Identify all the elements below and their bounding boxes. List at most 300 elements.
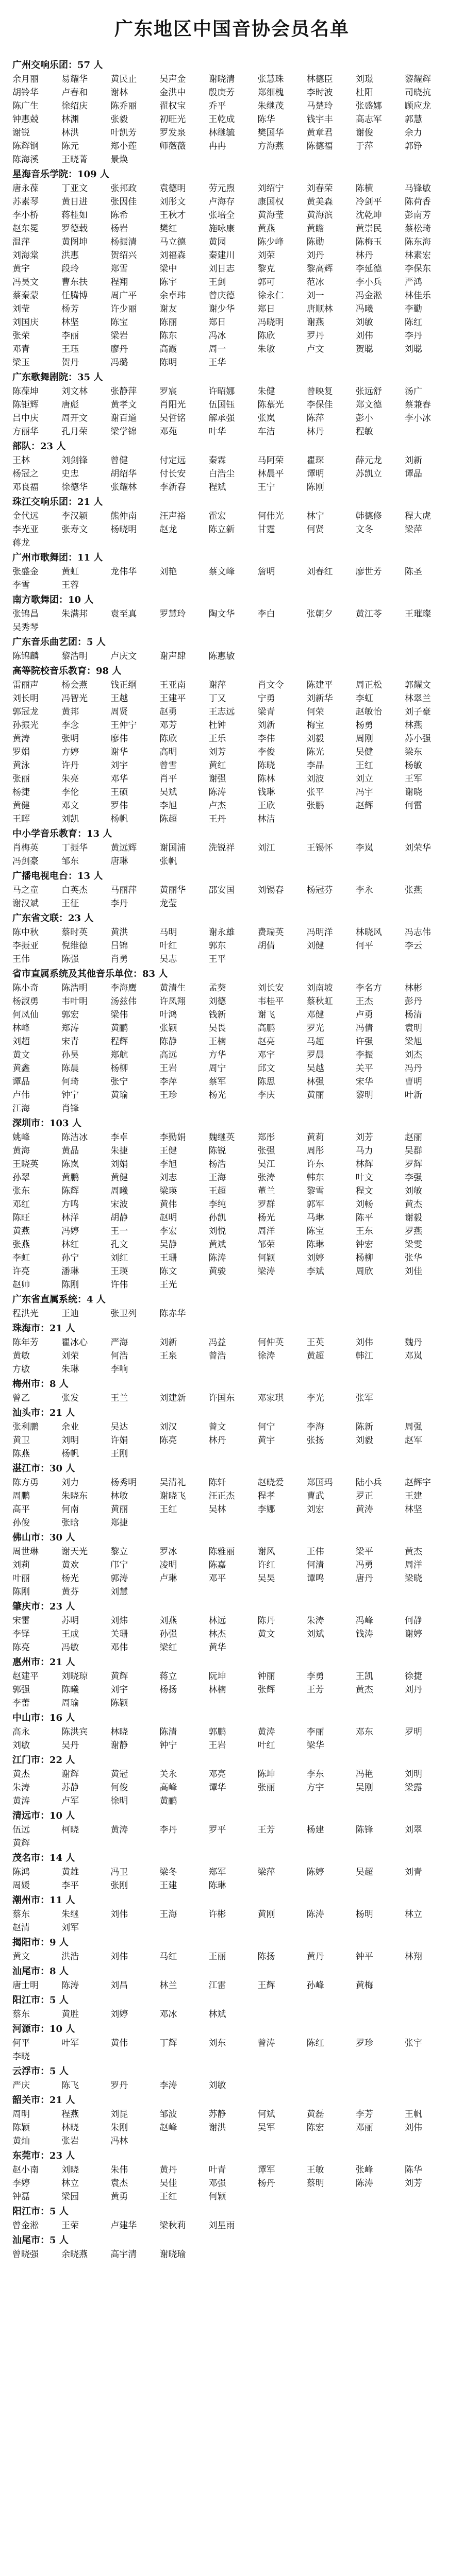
member-name: 刘波 bbox=[306, 774, 324, 784]
section-header: 广州交响乐团：57 人 bbox=[12, 60, 103, 71]
member-name: 黄涛 bbox=[257, 1727, 275, 1737]
member-name: 吴志 bbox=[159, 954, 177, 964]
member-name: 黄丽 bbox=[306, 1090, 324, 1100]
member-name: 刘佳 bbox=[404, 1266, 422, 1277]
member-name: 郑日 bbox=[208, 317, 226, 328]
member-name: 黄文 bbox=[12, 1050, 30, 1060]
member-name: 朱满邦 bbox=[61, 609, 88, 619]
section-header: 韶关市：21 人 bbox=[12, 2095, 75, 2106]
member-name: 周瑜 bbox=[61, 1698, 79, 1708]
member-name: 谢洪 bbox=[208, 2123, 226, 2133]
member-name: 刘超 bbox=[12, 1037, 30, 1047]
member-name: 黎克 bbox=[257, 264, 275, 274]
member-name: 陈婷 bbox=[306, 1867, 324, 1877]
member-name: 刘新 bbox=[257, 720, 275, 731]
member-name: 刘毅 bbox=[355, 1435, 373, 1446]
member-name: 王兰 bbox=[110, 1393, 128, 1403]
member-name: 林素宏 bbox=[404, 250, 431, 261]
member-name: 梁瑛 bbox=[159, 1186, 177, 1196]
member-name: 陈刚 bbox=[12, 1587, 30, 1597]
member-name: 梁华 bbox=[306, 1740, 324, 1751]
member-name: 赵建平 bbox=[12, 1671, 39, 1682]
member-name: 林强 bbox=[306, 1077, 324, 1087]
member-name: 谢萍 bbox=[208, 680, 226, 690]
member-name: 何雷 bbox=[404, 801, 422, 811]
member-name: 李新春 bbox=[159, 482, 186, 493]
member-name: 冯勇 bbox=[355, 1560, 373, 1570]
member-name: 陈小奇 bbox=[12, 983, 39, 993]
member-section bbox=[12, 1809, 452, 1850]
member-name: 罗丹 bbox=[306, 331, 324, 341]
member-name: 卢勇 bbox=[355, 1010, 373, 1020]
member-name: 徐绍庆 bbox=[61, 101, 88, 111]
member-name: 李旭 bbox=[159, 1159, 177, 1170]
member-name: 初旺光 bbox=[159, 114, 186, 125]
member-names-grid bbox=[12, 2248, 452, 2261]
member-name: 李丽 bbox=[61, 331, 79, 341]
member-name: 黄梅 bbox=[355, 1980, 373, 1991]
member-name: 陈燕 bbox=[12, 1449, 30, 1459]
member-name: 余业 bbox=[61, 1422, 79, 1432]
member-name: 钱琳 bbox=[257, 787, 275, 798]
member-name: 谢锐 bbox=[12, 128, 30, 138]
member-name: 肖文令 bbox=[257, 680, 284, 690]
member-name: 刘敏 bbox=[355, 317, 373, 328]
member-name: 周鹏 bbox=[12, 1491, 30, 1501]
member-name: 王亚南 bbox=[159, 680, 186, 690]
member-name: 刘敏 bbox=[208, 2080, 226, 2091]
member-name: 林洁 bbox=[257, 814, 275, 824]
member-name: 贺绍兴 bbox=[110, 250, 137, 261]
member-name: 关永 bbox=[159, 1769, 177, 1780]
member-name: 罗明 bbox=[404, 1727, 422, 1737]
member-name: 郭强 bbox=[12, 1685, 30, 1695]
member-name: 许凤翔 bbox=[159, 996, 186, 1007]
member-name: 方丽华 bbox=[12, 427, 39, 437]
member-name: 刘芳 bbox=[355, 1132, 373, 1143]
member-name: 叶青 bbox=[208, 2165, 226, 2175]
member-name: 张扬 bbox=[306, 1435, 324, 1446]
member-name: 龙伟华 bbox=[110, 567, 137, 577]
member-name: 顾应龙 bbox=[404, 101, 431, 111]
member-name: 王海 bbox=[208, 1173, 226, 1183]
member-name: 陈德福 bbox=[306, 141, 333, 151]
section-header: 广东歌舞剧院：35 人 bbox=[12, 372, 103, 383]
member-name: 卢海存 bbox=[208, 197, 235, 207]
member-name: 王宁 bbox=[257, 482, 275, 493]
member-names-grid bbox=[12, 1392, 452, 1405]
member-name: 黄孝文 bbox=[110, 400, 137, 410]
member-name: 赵辉宇 bbox=[404, 1478, 431, 1488]
member-names-grid bbox=[12, 841, 452, 868]
member-name: 姚峰 bbox=[12, 1132, 30, 1143]
member-name: 韦桂平 bbox=[257, 996, 284, 1007]
member-name: 黄清生 bbox=[159, 983, 186, 993]
member-name: 黄雄 bbox=[61, 1867, 79, 1877]
member-name: 程斌 bbox=[208, 482, 226, 493]
member-name: 梁红 bbox=[159, 1642, 177, 1653]
member-name: 刘炜 bbox=[110, 1616, 128, 1626]
member-name: 何静 bbox=[404, 1616, 422, 1626]
member-name: 陈雅丽 bbox=[208, 1547, 235, 1557]
member-name: 陈浩明 bbox=[61, 983, 88, 993]
member-name: 罗娟 bbox=[12, 747, 30, 757]
member-name: 钱涛 bbox=[355, 1629, 373, 1639]
member-name: 杨帆 bbox=[110, 814, 128, 824]
member-name: 金洪中 bbox=[159, 88, 186, 98]
member-name: 李伟 bbox=[257, 734, 275, 744]
member-name: 邓芳 bbox=[159, 720, 177, 731]
section-header: 中小学音乐教育：13 人 bbox=[12, 828, 112, 839]
member-section bbox=[12, 167, 452, 369]
member-name: 王仲宁 bbox=[110, 720, 137, 731]
member-name: 方宇 bbox=[306, 1783, 324, 1793]
member-name: 车洁 bbox=[257, 427, 275, 437]
member-name: 杨冠芬 bbox=[306, 885, 333, 895]
section-header: 深圳市：103 人 bbox=[12, 1118, 81, 1129]
member-name: 黄鹂 bbox=[110, 1023, 128, 1033]
section-header: 梅州市：8 人 bbox=[12, 1379, 69, 1389]
member-name: 张远舒 bbox=[355, 386, 382, 397]
member-name: 周广平 bbox=[110, 291, 137, 301]
member-name: 张邦政 bbox=[110, 183, 137, 194]
member-name: 林坚 bbox=[61, 317, 79, 328]
member-name: 余卓玮 bbox=[159, 291, 186, 301]
member-name: 罗伟 bbox=[110, 801, 128, 811]
member-name: 许丹 bbox=[61, 760, 79, 771]
member-name: 陈华 bbox=[257, 114, 275, 125]
section-header: 部队：23 人 bbox=[12, 441, 66, 452]
member-name: 刘娟 bbox=[110, 1159, 128, 1170]
member-name: 陈荷香 bbox=[404, 197, 431, 207]
member-names-grid bbox=[12, 981, 452, 1115]
member-name: 孙峰 bbox=[306, 1980, 324, 1991]
member-name: 李小兵 bbox=[355, 277, 382, 287]
member-name: 蔡秋虹 bbox=[306, 996, 333, 1007]
member-name: 刘莹 bbox=[12, 304, 30, 314]
member-name: 黄鹏 bbox=[61, 1173, 79, 1183]
member-name: 陈欣 bbox=[257, 331, 275, 341]
member-name: 赵晓爱 bbox=[257, 1478, 284, 1488]
member-name: 张强 bbox=[257, 1146, 275, 1156]
member-name: 谢百道 bbox=[110, 413, 137, 423]
member-name: 余力 bbox=[404, 128, 422, 138]
member-name: 谭军 bbox=[257, 2165, 275, 2175]
member-name: 林佳乐 bbox=[404, 291, 431, 301]
member-name: 孙振光 bbox=[12, 720, 39, 731]
member-name: 张宇 bbox=[404, 2038, 422, 2048]
member-name: 吴江 bbox=[257, 1159, 275, 1170]
member-name: 罗发泉 bbox=[159, 128, 186, 138]
member-name: 杨捷 bbox=[12, 787, 30, 798]
member-name: 王辉 bbox=[257, 1980, 275, 1991]
member-name: 李东 bbox=[306, 1769, 324, 1780]
member-name: 陈乔丽 bbox=[110, 101, 137, 111]
member-name: 周世琳 bbox=[12, 1547, 39, 1557]
member-name: 冯金淞 bbox=[355, 291, 382, 301]
member-names-grid bbox=[12, 1768, 452, 1808]
member-name: 叶新 bbox=[404, 1090, 422, 1100]
member-name: 陈少峰 bbox=[257, 237, 284, 247]
member-names-grid bbox=[12, 1131, 452, 1292]
member-name: 张慧珠 bbox=[257, 74, 284, 84]
member-name: 陈锐 bbox=[208, 1146, 226, 1156]
member-name: 王伟 bbox=[12, 954, 30, 964]
member-name: 刘福森 bbox=[159, 250, 186, 261]
member-name: 赵军 bbox=[404, 1435, 422, 1446]
member-name: 李汉颖 bbox=[61, 511, 88, 521]
member-name: 李芳 bbox=[355, 2109, 373, 2120]
member-name: 朱健 bbox=[257, 386, 275, 397]
member-name: 谢晓瑜 bbox=[159, 2249, 186, 2260]
member-name: 汪声裕 bbox=[159, 511, 186, 521]
member-name: 黄莉 bbox=[306, 1132, 324, 1143]
member-name: 陈立新 bbox=[208, 524, 235, 535]
member-name: 杨岩 bbox=[110, 224, 128, 234]
member-name: 乔平 bbox=[208, 101, 226, 111]
member-name: 邓良福 bbox=[12, 482, 39, 493]
member-name: 陈欣 bbox=[159, 734, 177, 744]
member-name: 张东 bbox=[12, 1186, 30, 1196]
member-name: 刘立 bbox=[355, 774, 373, 784]
member-name: 关珊 bbox=[110, 1629, 128, 1639]
member-name: 解承强 bbox=[208, 413, 235, 423]
member-name: 郑军 bbox=[208, 1867, 226, 1877]
member-section bbox=[12, 439, 452, 494]
member-section bbox=[12, 593, 452, 634]
member-name: 刘长明 bbox=[12, 693, 39, 704]
member-name: 陈明 bbox=[159, 358, 177, 368]
member-name: 韩东 bbox=[306, 1173, 324, 1183]
member-name: 郑彤 bbox=[257, 1132, 275, 1143]
member-name: 曹明 bbox=[404, 1077, 422, 1087]
member-name: 周开文 bbox=[61, 413, 88, 423]
member-name: 陈宇 bbox=[159, 277, 177, 287]
member-name: 王华 bbox=[208, 358, 226, 368]
member-names-grid bbox=[12, 2108, 452, 2148]
member-name: 江海 bbox=[12, 1104, 30, 1114]
member-name: 邓亮 bbox=[208, 1769, 226, 1780]
member-name: 林德臣 bbox=[306, 74, 333, 84]
member-name: 陈红 bbox=[404, 317, 422, 328]
member-name: 李晓 bbox=[12, 2052, 30, 2062]
section-header: 清远市：10 人 bbox=[12, 1810, 75, 1821]
member-name: 陈清 bbox=[159, 1727, 177, 1737]
member-name: 陈晨 bbox=[61, 1063, 79, 1074]
member-name: 王晖 bbox=[12, 814, 30, 824]
member-name: 林丹 bbox=[306, 427, 324, 437]
member-name: 刘日志 bbox=[208, 264, 235, 274]
member-name: 袁杰 bbox=[110, 2178, 128, 2189]
member-name: 刘宇 bbox=[110, 1685, 128, 1695]
member-name: 郑日 bbox=[257, 304, 275, 314]
member-name: 李铎 bbox=[12, 1629, 30, 1639]
member-name: 黄涛 bbox=[355, 1504, 373, 1515]
member-name: 何琦 bbox=[61, 1077, 79, 1087]
member-name: 梁晓 bbox=[404, 1573, 422, 1584]
member-name: 程文 bbox=[355, 1186, 373, 1196]
member-name: 马立德 bbox=[159, 237, 186, 247]
member-name: 冯曦 bbox=[355, 304, 373, 314]
member-name: 王平 bbox=[208, 954, 226, 964]
member-name: 杨光 bbox=[208, 1090, 226, 1100]
section-header: 佛山市：30 人 bbox=[12, 1532, 75, 1543]
member-name: 杨柳 bbox=[110, 1063, 128, 1074]
member-name: 李念 bbox=[61, 720, 79, 731]
member-name: 黄丽 bbox=[110, 1504, 128, 1515]
member-name: 黎明 bbox=[355, 1090, 373, 1100]
member-name: 冯林 bbox=[110, 2136, 128, 2146]
member-name: 王荣 bbox=[61, 2221, 79, 2231]
member-section bbox=[12, 1851, 452, 1892]
member-name: 曾乙 bbox=[12, 1393, 30, 1403]
member-name: 王红 bbox=[355, 760, 373, 771]
member-name: 樊红 bbox=[159, 224, 177, 234]
member-name: 宋华 bbox=[355, 1077, 373, 1087]
member-name: 陶文华 bbox=[208, 609, 235, 619]
member-name: 黄宇 bbox=[257, 1435, 275, 1446]
member-name: 刘晓琼 bbox=[61, 1671, 88, 1682]
member-name: 林楠 bbox=[208, 1685, 226, 1695]
member-name: 程敏 bbox=[355, 427, 373, 437]
member-name: 谢晓飞 bbox=[159, 1491, 186, 1501]
member-name: 杨浩 bbox=[208, 1159, 226, 1170]
member-name: 谢声肆 bbox=[159, 651, 186, 662]
member-name: 曾雪 bbox=[159, 760, 177, 771]
member-name: 李蕾 bbox=[12, 1698, 30, 1708]
member-name: 赵帅 bbox=[12, 1280, 30, 1290]
member-name: 杨清 bbox=[404, 1010, 422, 1020]
member-name: 邓家琪 bbox=[257, 1393, 284, 1403]
member-name: 严庆 bbox=[12, 2080, 30, 2091]
member-name: 李纯 bbox=[208, 1199, 226, 1210]
member-name: 刘春荣 bbox=[306, 183, 333, 194]
member-name: 肖勇 bbox=[110, 954, 128, 964]
member-name: 吴静 bbox=[159, 1240, 177, 1250]
member-names-grid bbox=[12, 926, 452, 966]
member-name: 叶华 bbox=[208, 427, 226, 437]
member-name: 陈锦麟 bbox=[12, 651, 39, 662]
member-name: 孙翠 bbox=[12, 1173, 30, 1183]
member-name: 梁东 bbox=[404, 747, 422, 757]
member-name: 张培全 bbox=[208, 210, 235, 221]
member-name: 黄燕 bbox=[12, 1226, 30, 1236]
member-name: 郭军 bbox=[306, 1199, 324, 1210]
member-name: 张宁 bbox=[110, 1077, 128, 1087]
member-name: 吴清礼 bbox=[159, 1478, 186, 1488]
member-name: 苏静 bbox=[208, 2109, 226, 2120]
member-name: 王乾成 bbox=[208, 114, 235, 125]
member-name: 刘新华 bbox=[306, 693, 333, 704]
section-header: 珠海市：21 人 bbox=[12, 1323, 75, 1334]
member-name: 黄燕 bbox=[257, 224, 275, 234]
member-name: 杨秀明 bbox=[110, 1478, 137, 1488]
member-name: 林敏 bbox=[110, 1491, 128, 1501]
member-name: 邓青 bbox=[12, 344, 30, 354]
member-name: 秦霖 bbox=[208, 455, 226, 466]
member-name: 陈颖 bbox=[12, 2123, 30, 2133]
member-name: 林红 bbox=[61, 1240, 79, 1250]
member-name: 李婷 bbox=[12, 2178, 30, 2189]
member-name: 刘翠 bbox=[404, 1825, 422, 1835]
section-header: 东莞市：23 人 bbox=[12, 2150, 75, 2161]
member-name: 梁萍 bbox=[404, 524, 422, 535]
member-name: 陈华 bbox=[404, 2165, 422, 2175]
member-name: 钟平 bbox=[355, 1952, 373, 1962]
member-name: 梁涛 bbox=[257, 1266, 275, 1277]
member-name: 刘伟 bbox=[110, 1952, 128, 1962]
member-names-grid bbox=[12, 2163, 452, 2204]
member-name: 叶文 bbox=[355, 1173, 373, 1183]
member-name: 胡铃华 bbox=[12, 88, 39, 98]
member-name: 杨芳 bbox=[61, 304, 79, 314]
member-name: 李延德 bbox=[355, 264, 382, 274]
member-name: 高鹏 bbox=[257, 1023, 275, 1033]
member-name: 任腾博 bbox=[61, 291, 88, 301]
member-name: 冯卫 bbox=[110, 1867, 128, 1877]
member-name: 付长安 bbox=[159, 469, 186, 479]
member-name: 赵峰 bbox=[159, 2123, 177, 2133]
member-name: 蔡明 bbox=[306, 2178, 324, 2189]
member-name: 郑航 bbox=[110, 1050, 128, 1060]
member-name: 范冰 bbox=[306, 277, 324, 287]
member-name: 许红 bbox=[257, 1560, 275, 1570]
member-names-grid bbox=[12, 1476, 452, 1530]
member-name: 王刚 bbox=[110, 1449, 128, 1459]
member-name: 马琳 bbox=[306, 1213, 324, 1223]
member-name: 王一 bbox=[110, 1226, 128, 1236]
member-names-grid bbox=[12, 1908, 452, 1935]
member-section bbox=[12, 1655, 452, 1710]
member-name: 张朝夕 bbox=[306, 609, 333, 619]
member-name: 林立 bbox=[61, 2178, 79, 2189]
member-name: 谢华 bbox=[110, 747, 128, 757]
member-name: 邱文 bbox=[257, 1063, 275, 1074]
member-name: 陈刚 bbox=[306, 482, 324, 493]
member-name: 林杰 bbox=[208, 1629, 226, 1639]
member-name: 陈涛 bbox=[208, 787, 226, 798]
member-name: 郭可 bbox=[257, 277, 275, 287]
member-name: 刘子豪 bbox=[404, 707, 431, 717]
member-name: 严鸿 bbox=[404, 277, 422, 287]
member-name: 陈旺 bbox=[12, 1213, 30, 1223]
member-name: 张岚 bbox=[257, 413, 275, 423]
member-name: 李名方 bbox=[355, 983, 382, 993]
section-header: 星海音乐学院：109 人 bbox=[12, 169, 109, 180]
member-name: 冯峰 bbox=[355, 1616, 373, 1626]
member-name: 陈鸿 bbox=[12, 1867, 30, 1877]
member-name: 瞿琛 bbox=[306, 455, 324, 466]
member-section bbox=[12, 58, 452, 166]
member-name: 薛元龙 bbox=[355, 455, 382, 466]
member-name: 谢静 bbox=[110, 1740, 128, 1751]
member-name: 杨会燕 bbox=[61, 680, 88, 690]
member-name: 王林 bbox=[12, 455, 30, 466]
member-name: 王英 bbox=[306, 1337, 324, 1348]
member-name: 朱涛 bbox=[12, 1783, 30, 1793]
member-names-grid bbox=[12, 454, 452, 494]
member-name: 王越 bbox=[110, 693, 128, 704]
member-name: 邓文 bbox=[61, 801, 79, 811]
member-name: 杨冠之 bbox=[12, 469, 39, 479]
member-name: 周洋 bbox=[257, 1226, 275, 1236]
member-name: 杨柳 bbox=[355, 1253, 373, 1263]
member-name: 罗德载 bbox=[61, 224, 88, 234]
member-name: 江雷 bbox=[208, 1980, 226, 1991]
member-name: 黄鹂 bbox=[159, 1796, 177, 1806]
member-name: 熊仲南 bbox=[110, 511, 137, 521]
member-name: 高宇清 bbox=[110, 2249, 137, 2260]
